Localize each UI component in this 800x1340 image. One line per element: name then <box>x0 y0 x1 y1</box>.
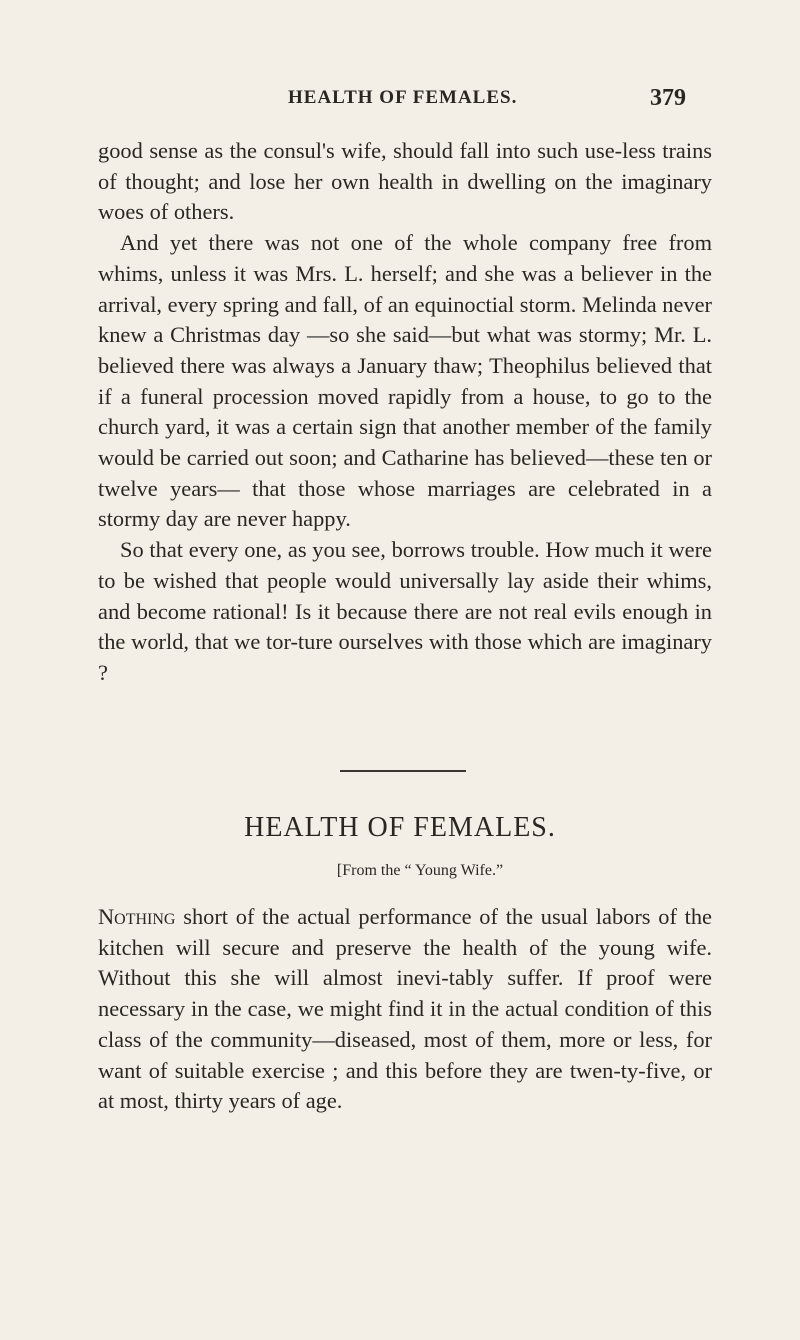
section-paragraph-body: short of the actual performance of the usual labors of the kitchen will secure and preserve the health of the young wife. Without this she will almost inevi-tably suffer. If proof were necessary in the case, we might find it in the actual condition of this class of the community—diseased, most of them, more or less, for want of suitable exercise ; and this before they are twen-ty-five, or at most, thirty years of age. <box>98 904 712 1114</box>
lead-word: Nothing <box>98 904 176 929</box>
paragraph-3: So that every one, as you see, borrows trouble. How much it were to be wished that people would universally lay aside their whims, and become rational! Is it because there are not real evils enough in the world, that we tor-ture ourselves with those which are imaginary ? <box>98 537 712 685</box>
section-text <box>98 902 712 1117</box>
section-heading: HEALTH OF FEMALES. <box>244 812 556 843</box>
paragraph-1: good sense as the consul's wife, should fall into such use-less trains of thought; and lose her own health in dwelling on the imaginary woes of others. <box>98 138 712 225</box>
paragraph-2: And yet there was not one of the whole company free from whims, unless it was Mrs. L. herself; and she was a believer in the arrival, every spring and fall, of an equinoctial storm. Melinda never knew a Christmas day —so she said—but what was stormy; Mr. L. believed there was always a January thaw; Theophilus believed that if a funeral procession moved rapidly from a house, to go to the church yard, it was a certain sign that another member of the family would be carried out soon; and Catharine has believed—these ten or twelve years— that those whose marriages are celebrated in a stormy day are never happy. <box>98 230 712 532</box>
section-source: [From the “ Young Wife.” <box>336 862 504 879</box>
section-divider <box>340 770 466 772</box>
section-paragraph <box>98 902 712 1117</box>
running-head: HEALTH OF FEMALES. <box>288 87 518 108</box>
page-number: 379 <box>650 85 686 111</box>
continuation-text <box>98 136 712 689</box>
